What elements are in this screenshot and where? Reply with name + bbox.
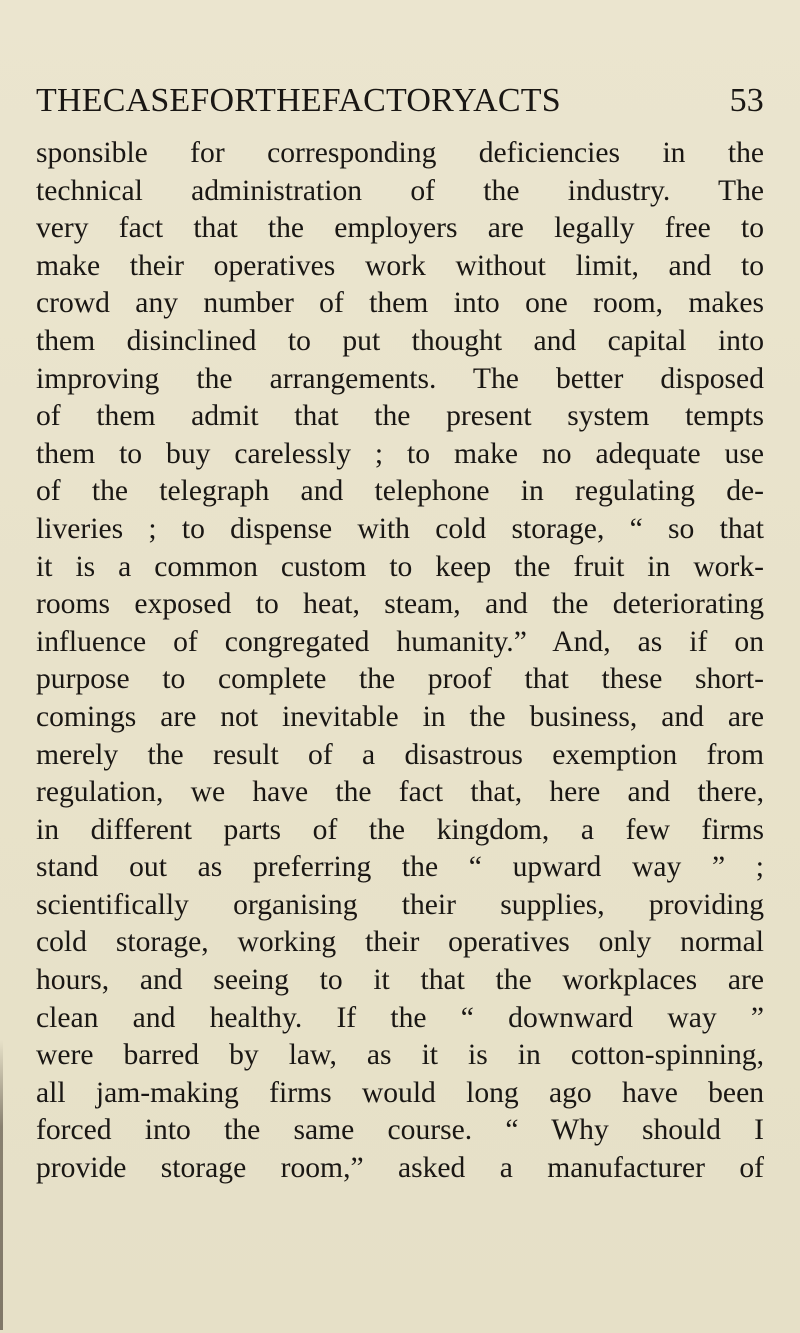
text-line: cold storage, working their operatives only normal [36,926,764,959]
text-line: were barred by law, as it is in cotton-spinning, [36,1039,764,1072]
text-line: influence of congregated humanity.” And, as if on [36,625,764,658]
running-title: THECASEFORTHEFACTORYACTS [36,82,561,119]
text-line: them to buy carelessly ; to make no adequate use [36,437,764,470]
text-line: hours, and seeing to it that the workplaces are [36,964,764,997]
text-line: in different parts of the kingdom, a few firms [36,813,764,846]
text-line: rooms exposed to heat, steam, and the deteriorating [36,588,764,621]
text-line: make their operatives work without limit, and to [36,249,764,282]
text-line: scientifically organising their supplies, providing [36,888,764,921]
page-edge-shadow [0,1040,3,1330]
text-line: improving the arrangements. The better disposed [36,362,764,395]
text-line: all jam-making firms would long ago have been [36,1076,764,1109]
text-line: very fact that the employers are legally free to [36,212,764,245]
text-line: technical administration of the industry. The [36,174,764,207]
text-line: stand out as preferring the “ upward way ” ; [36,851,764,884]
text-line: merely the result of a disastrous exemption from [36,738,764,771]
running-header [36,82,764,126]
text-line: of them admit that the present system tempts [36,400,764,433]
text-line: purpose to complete the proof that these short- [36,663,764,696]
text-line: it is a common custom to keep the fruit in work- [36,550,764,583]
text-line: comings are not inevitable in the business, and are [36,700,764,733]
text-line: of the telegraph and telephone in regulating de- [36,475,764,508]
body-text [36,135,764,1188]
text-line: regulation, we have the fact that, here and there, [36,776,764,809]
page-number: 53 [729,82,764,119]
text-line: provide storage room,” asked a manufacturer of [36,1152,764,1185]
text-line: crowd any number of them into one room, makes [36,287,764,320]
text-line: them disinclined to put thought and capital into [36,324,764,357]
text-line: liveries ; to dispense with cold storage, “ so that [36,512,764,545]
text-line: forced into the same course. “ Why should I [36,1114,764,1147]
text-line: clean and healthy. If the “ downward way ” [36,1001,764,1034]
text-line: sponsible for corresponding deficiencies in the [36,137,764,169]
